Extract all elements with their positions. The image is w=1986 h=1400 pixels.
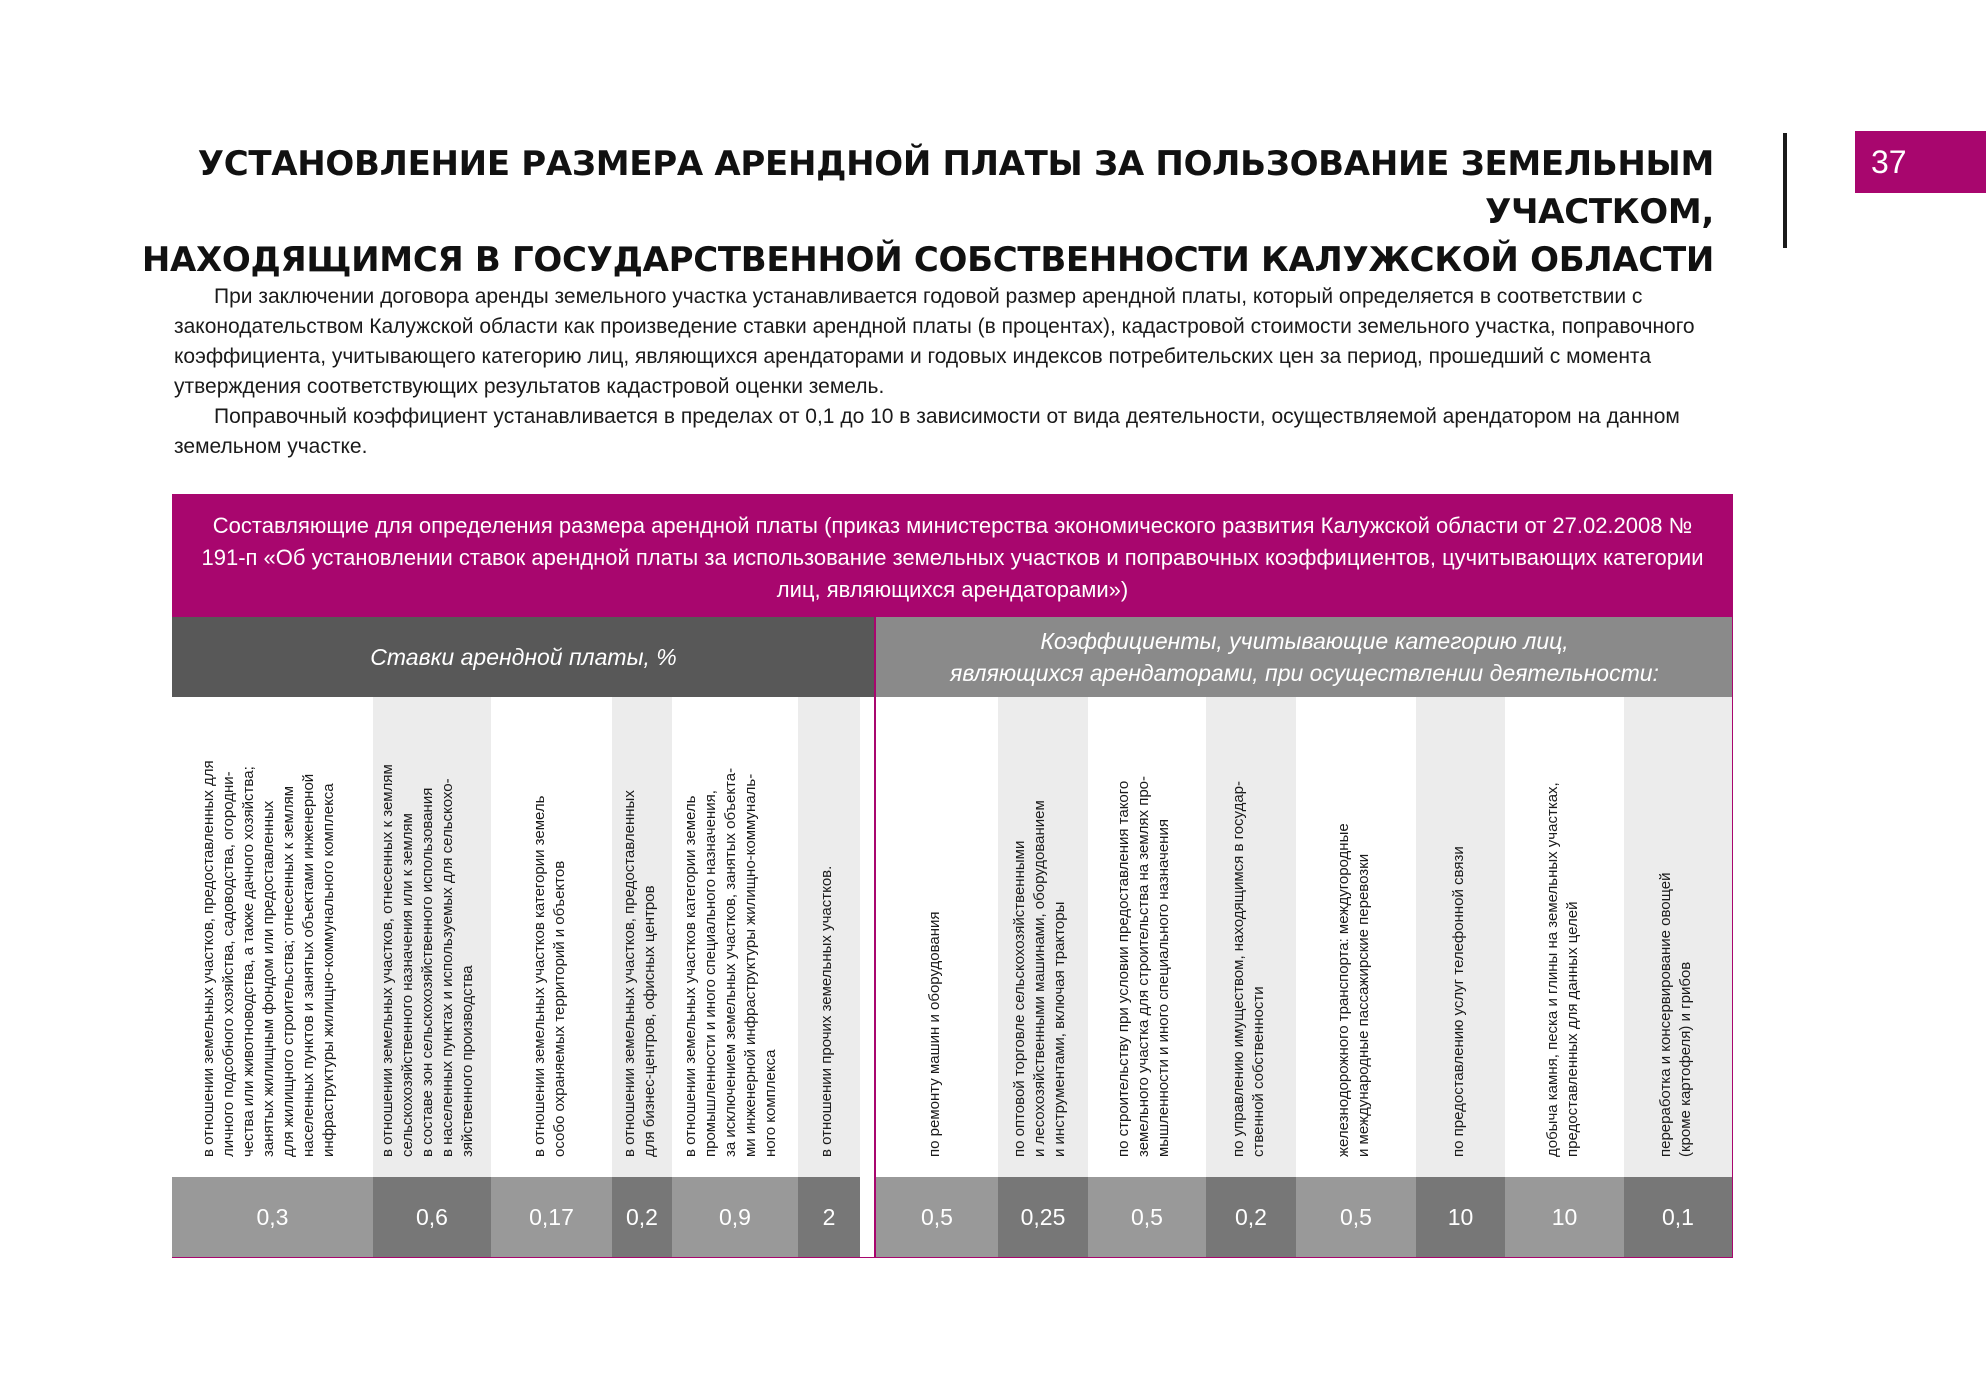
coefficient-column [876, 697, 998, 1258]
page-number-badge: 37 [1855, 131, 1986, 193]
group-divider [874, 617, 876, 1258]
rate-value: 0,6 [373, 1177, 491, 1258]
coefficient-column [998, 697, 1088, 1258]
table-frame-bottom [172, 1257, 1733, 1258]
coefficient-value: 10 [1505, 1177, 1624, 1258]
rate-column [172, 697, 373, 1258]
rate-column-label: в отношении земельных участков категории земель промышленности и иного специального назначения, за исключением земельных участков, занятых объекта- ми инженерной инфраструктуры жилищно-коммуналь- ного комплекса [682, 767, 779, 1157]
group-header-coefficients-line-1: Коэффициенты, учитывающие категорию лиц, [1040, 628, 1569, 654]
rate-column [373, 697, 491, 1258]
group-header-rates: Ставки арендной платы, % [172, 617, 875, 697]
rate-value: 0,3 [172, 1177, 373, 1258]
group-header-coefficients-line-2: являющихся арендаторами, при осуществлении деятельности: [950, 660, 1659, 686]
coefficient-column [1505, 697, 1624, 1258]
rate-column-label: в отношении земельных участков категории земель особо охраняемых территорий и объектов [530, 795, 568, 1157]
intro-paragraph-2: Поправочный коэффициент устанавливается в пределах от 0,1 до 10 в зависимости от вида деятельности, осуществляемой арендатором на данном земельном участке. [174, 405, 1680, 458]
intro-paragraph-1: При заключении договора аренды земельного участка устанавливается годовой размер арендной платы, который определяется в соответствии с законодательством Калужской области как произведение ставки арендной платы (в процентах), кадастровой стоимости земельного участка, поправочного коэффициента, учитывающего категорию лиц, являющихся арендаторами и годовых индексов потребительских цен за период, прошедший с момента утверждения соответствующих результатов кадастровой оценки земель. [174, 285, 1695, 398]
coefficient-column-label: по предоставлению услуг телефонной связи [1449, 846, 1467, 1157]
coefficient-column-label: по строительству при условии предоставления такого земельного участка для строительства на землях про- мышленности и иного специального назначения [1115, 775, 1172, 1157]
rate-column-label: в отношении земельных участков, отнесенных к землям сельскохозяйственного назначения или к землям в составе зон сельскохозяйственного использования в населенных пунктах и используемых для сельскохо- зяйственного производства [379, 764, 476, 1157]
rate-value: 0,2 [612, 1177, 672, 1258]
coefficient-value: 0,5 [1088, 1177, 1206, 1258]
coefficient-column [1416, 697, 1505, 1258]
rent-components-table [172, 494, 1733, 1258]
coefficient-value: 0,1 [1624, 1177, 1732, 1258]
coefficient-column-label: по управлению имуществом, находящимся в государ- ственной собственности [1230, 781, 1267, 1157]
coefficient-value: 0,25 [998, 1177, 1088, 1258]
rate-value: 0,9 [672, 1177, 798, 1258]
group-header-coefficients [876, 617, 1733, 697]
coefficient-column-label: добыча камня, песка и глины на земельных участках, предоставленных для данных целей [1543, 782, 1581, 1157]
rate-column-label: в отношении земельных участков, предоставленных для бизнес-центров, офисных центров [621, 790, 658, 1157]
coefficient-column-label: по оптовой торговле сельскохозяйственными и лесохозяйственными машинами, оборудованием и инструментами, включая тракторы [1011, 800, 1068, 1157]
page-title-line-2: НАХОДЯЩИМСЯ В ГОСУДАРСТВЕННОЙ СОБСТВЕННОСТИ КАЛУЖСКОЙ ОБЛАСТИ [141, 240, 1714, 280]
coefficient-value: 0,5 [876, 1177, 998, 1258]
page-title-line-1: УСТАНОВЛЕНИЕ РАЗМЕРА АРЕНДНОЙ ПЛАТЫ ЗА ПОЛЬЗОВАНИЕ ЗЕМЕЛЬНЫМ УЧАСТКОМ, [197, 144, 1714, 232]
rate-value: 2 [798, 1177, 860, 1258]
rate-column [491, 697, 612, 1258]
intro-text [174, 282, 1704, 462]
table-header: Составляющие для определения размера арендной платы (приказ министерства экономического развития Калужской области от 27.02.2008 № 191-п «Об установлении ставок арендной платы за использование земельных участков и поправочных коэффициентов, цучитывающих категории лиц, являющихся арендаторами») [172, 494, 1733, 617]
rate-column-label: в отношении прочих земельных участков. [818, 865, 835, 1157]
coefficient-column [1624, 697, 1732, 1258]
page-title [114, 140, 1714, 284]
coefficient-value: 0,5 [1296, 1177, 1416, 1258]
coefficient-column [1206, 697, 1296, 1258]
rate-column [612, 697, 672, 1258]
coefficient-column-label: по ремонту машин и оборудования [926, 911, 943, 1157]
title-divider [1783, 133, 1787, 248]
coefficient-column [1296, 697, 1416, 1258]
coefficient-column-label: переработка и консервирование овощей (кроме картофеля) и грибов [1657, 872, 1694, 1157]
table-frame-right [1732, 617, 1733, 1258]
rate-column-label: в отношении земельных участков, предоставленных для личного подсобного хозяйства, садоводства, огородни- чества или животноводства, а также дачного хозяйства; занятых жилищным фондом или предоставленных для жилищного строительства; отнесенных к землям населенных пунктов и занятых объектами инженерной инфраструктуры жилищно-коммунального комплекса [199, 760, 337, 1157]
rate-column [672, 697, 798, 1258]
rate-value: 0,17 [491, 1177, 612, 1258]
coefficient-value: 10 [1416, 1177, 1505, 1258]
coefficient-value: 0,2 [1206, 1177, 1296, 1258]
coefficient-column [1088, 697, 1206, 1258]
rate-column [798, 697, 860, 1258]
coefficient-column-label: железнодорожного транспорта: междугородные и международные пассажирские перевозки [1335, 823, 1372, 1157]
